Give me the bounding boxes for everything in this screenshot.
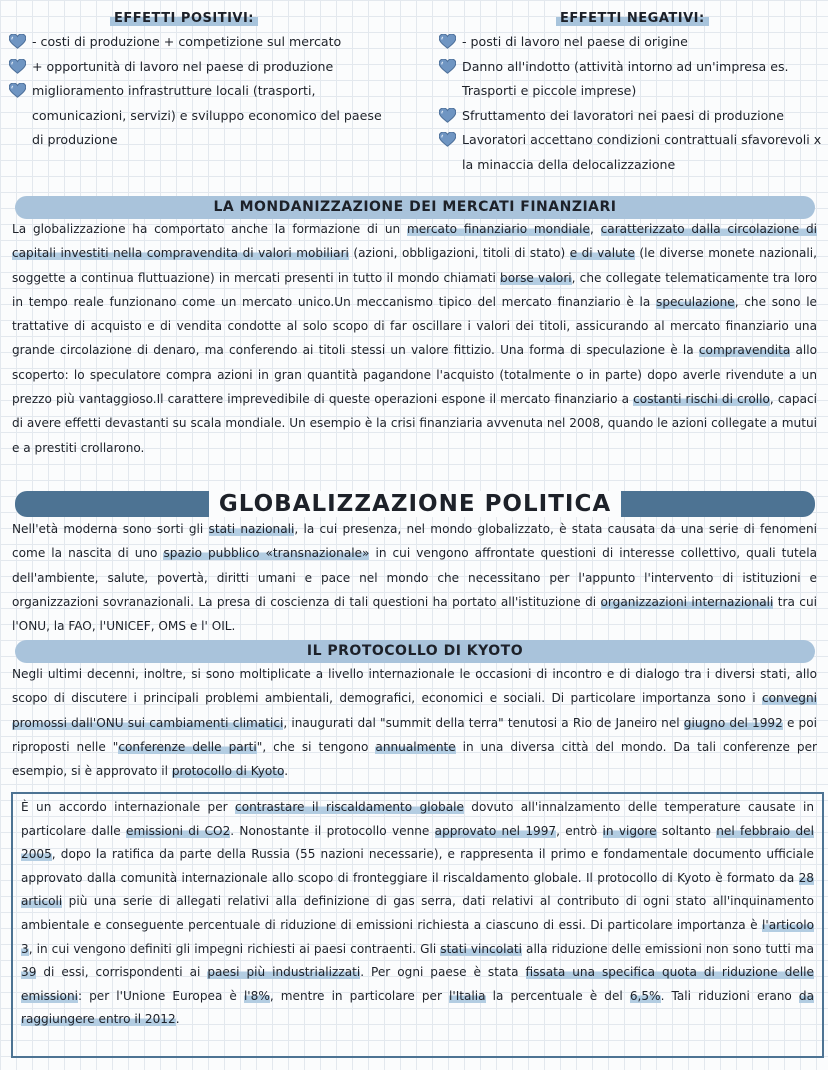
kyoto-definition-box: È un accordo internazionale per contrastare il riscaldamento globale dovuto all'innalzamento delle temperature causate in particolare dalle emissioni di CO2. Nonostante il protocollo venne approvato nel 1997, entrò in vigore soltanto nel febbraio del 2005, dopo la ratifica da parte della Russia (55 nazioni necessarie), e rappresenta il primo e fondamentale documento ufficiale approvato dalla comunità internazionale allo scopo di fronteggiare il riscaldamento globale. Il protocollo di Kyoto è formato da 28 articoli più una serie di allegati relativi alla definizione di gas serra, dati relativi al contributo di ogni stato all'inquinamento ambientale e conseguente percentuale di riduzione di emissioni richiesta a ciascuno di essi. Di particolare importanza è l'articolo 3, in cui vengono definiti gli impegni richiesti ai paesi contraenti. Gli stati vincolati alla riduzione delle emissioni non sono tutti ma 39 di essi, corrispondenti ai paesi più industrializzati. Per ogni paese è stata fissata una specifica quota di riduzione delle emissioni: per l'Unione Europea è l'8%, mentre in particolare per l'Italia la percentuale è del 6,5%. Tali riduzioni erano da raggiungere entro il 2012. <box>11 792 824 1058</box>
kyoto-paragraph: Negli ultimi decenni, inoltre, si sono moltiplicate a livello internazionale le occasioni di incontro e di dialogo tra i diversi stati, allo scopo di discutere i principali problemi ambientali, demografici, economici e sociali. Di particolare importanza sono i convegni promossi dall'ONU sui cambiamenti climatici, inaugurati dal "summit della terra" tenutosi a Rio de Janeiro nel giugno del 1992 e poi riproposti nelle "conferenze delle parti", che si tengono annualmente in una diversa città del mondo. Da tali conferenze per esempio, si è approvato il protocollo di Kyoto. <box>12 667 818 779</box>
heart-icon <box>9 59 26 74</box>
politics-paragraph: Nell'età moderna sono sorti gli stati nazionali, la cui presenza, nel mondo globalizzato, è stata causata da una serie di fenomeni come la nascita di uno spazio pubblico «transnazionale» in cui vengono affrontate questioni di interesse collettivo, quali tutela dell'ambiente, salute, povertà, diritti umani e pace nel mondo che necessitano per l'appunto l'intervento di istituzioni e organizzazioni sovranazionali. La presa di coscienza di tali questioni ha portato all'istituzione di organizzazioni internazionali tra cui l'ONU, la FAO, l'UNICEF, OMS e l' OIL. <box>12 522 817 634</box>
positive-effects <box>8 8 393 153</box>
heart-icon <box>9 83 26 98</box>
heart-icon <box>439 34 456 49</box>
list-item: Danno all'indotto (attività intorno ad un'impresa es. Trasporti e piccole imprese) <box>438 55 826 104</box>
section-title-politics: GLOBALIZZAZIONE POLITICA <box>15 491 815 517</box>
positive-effects-title: EFFETTI POSITIVI: <box>110 8 393 30</box>
negative-effects-title: EFFETTI NEGATIVI: <box>556 8 826 30</box>
section-title-kyoto: IL PROTOCOLLO DI KYOTO <box>15 640 815 663</box>
finance-paragraph: La globalizzazione ha comportato anche la formazione di un mercato finanziario mondiale, caratterizzato dalla circolazione di capitali investiti nella compravendita di valori mobiliari (azioni, obbligazioni, titoli di stato) e di valute (le diverse monete nazionali, soggette a continua fluttuazione) in mercati presenti in tutto il mondo chiamati borse valori, che collegate telematicamente tra loro in tempo reale funzionano come un mercato unico.Un meccanismo tipico del mercato finanziario è la speculazione, che sono le trattative di acquisto e di vendita condotte al solo scopo di far oscillare i valori dei titoli, assicurando al mercato finanziario una grande circolazione di denaro, ma conferendo ai titoli stessi un valore fittizio. Una forma di speculazione è la compravendita allo scoperto: lo speculatore compra azioni in gran quantità pagandone l'acquisto (totalmente o in parte) dopo averle rivendute a un prezzo più vantaggioso.Il carattere imprevedibile di queste operazioni espone il mercato finanziario a costanti rischi di crollo, capaci di avere effetti devastanti su scala mondiale. Un esempio è la crisi finanziaria avvenuta nel 2008, quando le azioni collegate a mutui e a prestiti crollarono. <box>12 222 818 455</box>
negative-effects-list <box>438 30 826 177</box>
list-item: + opportunità di lavoro nel paese di produzione <box>8 55 393 80</box>
list-item: - posti di lavoro nel paese di origine <box>438 30 826 55</box>
list-item: - costi di produzione + competizione sul mercato <box>8 30 393 55</box>
heart-icon <box>439 132 456 147</box>
heart-icon <box>9 34 26 49</box>
list-item: miglioramento infrastrutture locali (trasporti, comunicazioni, servizi) e sviluppo economico del paese di produzione <box>8 79 393 153</box>
positive-effects-list <box>8 30 393 153</box>
list-item: Sfruttamento dei lavoratori nei paesi di produzione <box>438 104 826 129</box>
list-item: Lavoratori accettano condizioni contrattuali sfavorevoli x la minaccia della delocalizzazione <box>438 128 826 177</box>
heart-icon <box>439 59 456 74</box>
heart-icon <box>439 108 456 123</box>
negative-effects <box>438 8 826 177</box>
section-title-finance: LA MONDANIZZAZIONE DEI MERCATI FINANZIARI <box>15 196 815 219</box>
